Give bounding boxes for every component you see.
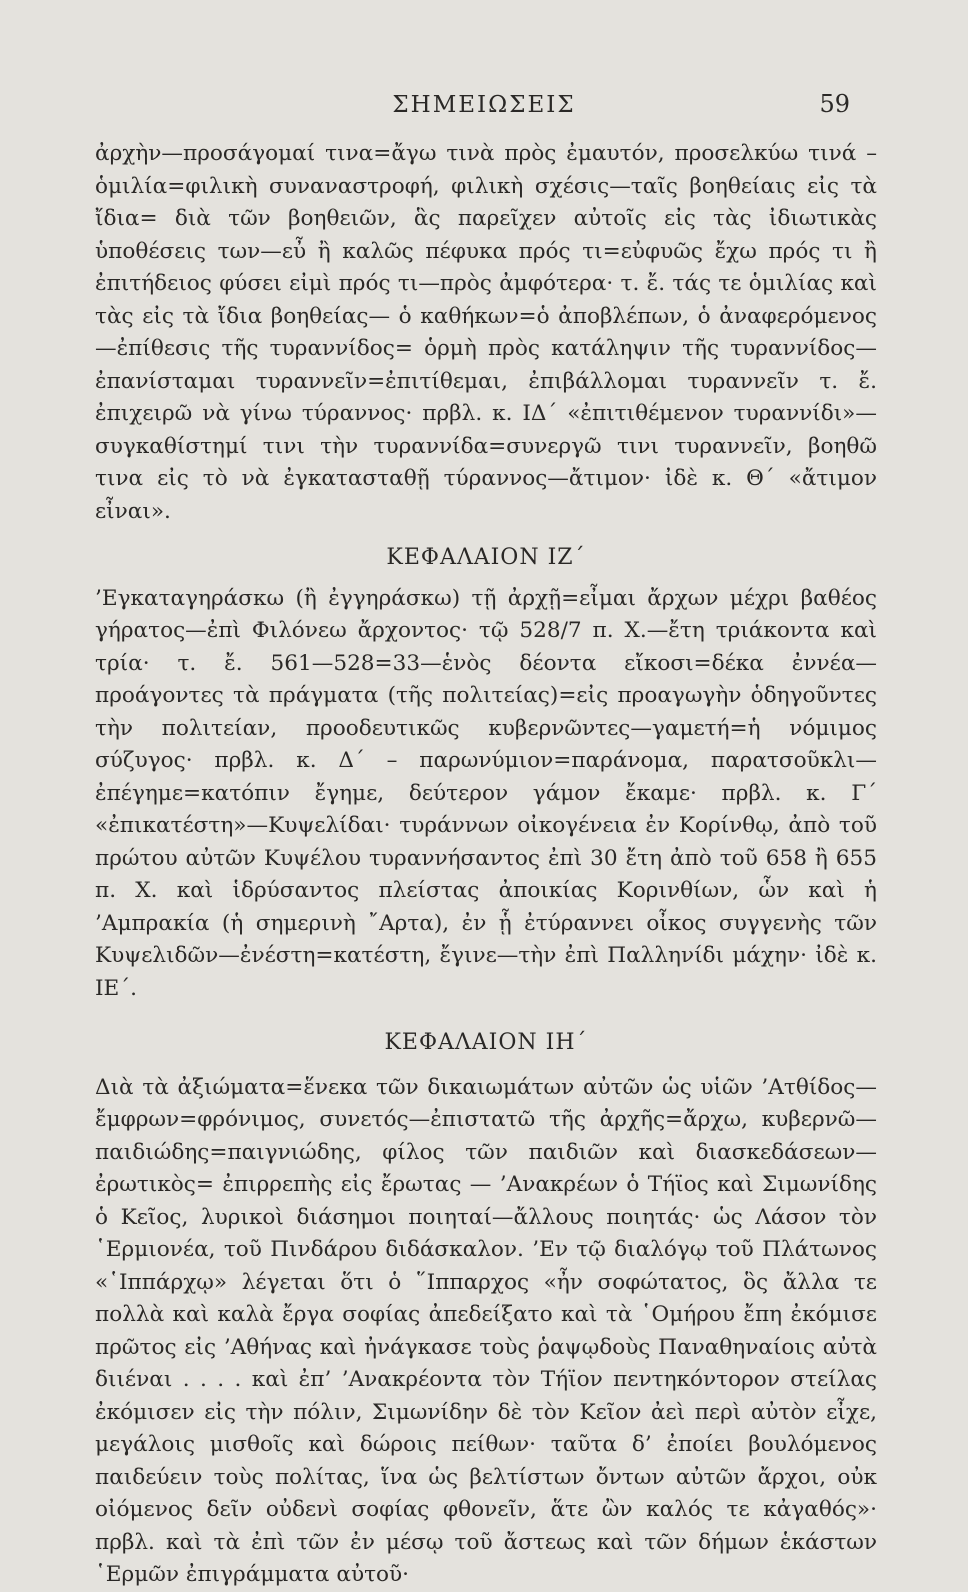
chapter-18-notes: Διὰ τὰ ἀξιώματα=ἕνεκα τῶν δικαιωμάτων αὐτῶν ὡς υἱῶν ’Ατθίδος— ἔμφρων=φρόνιμος, συνετός—ἐπιστατῶ τῆς ἀρχῆς=ἄρχω, κυβερνῶ—παιδιώδης=παιγνιώδης, φίλος τῶν παιδιῶν καὶ διασκεδάσεων—ἐρωτικὸς= ἐπιρρεπὴς εἰς ἔρωτας — ’Ανακρέων ὁ Τήϊος καὶ Σιμωνίδης ὁ Κεῖος, λυρικοὶ διάσημοι ποιηταί—ἄλλους ποιητάς· ὡς Λάσον τὸν ῾Ερμιονέα, τοῦ Πινδάρου διδάσκαλον. ’Εν τῷ διαλόγῳ τοῦ Πλάτωνος «῾Ιππάρχῳ» λέγεται ὅτι ὁ ῞Ιππαρχος «ἦν σοφώτατος, ὃς ἄλλα τε πολλὰ καὶ καλὰ ἔργα σοφίας ἀπεδείξατο καὶ τὰ ῾Ομήρου ἔπη ἐκόμισε πρῶτος εἰς ’Αθήνας καὶ ἠνάγκασε τοὺς ῥαψῳδοὺς Παναθηναίοις αὐτὰ διιέναι . . . . καὶ ἐπ’ ’Ανακρέοντα τὸν Τήϊον πεντηκόντορον στείλας ἐκόμισεν εἰς τὴν πόλιν, Σιμωνίδην δὲ τὸν Κεῖον ἀεὶ περὶ αὐτὸν εἶχε, μεγάλοις μισθοῖς καὶ δώροις πείθων· ταῦτα δ’ ἐποίει βουλόμενος παιδεύειν τοὺς πολίτας, ἵνα ὡς βελτίστων ὄντων αὐτῶν ἄρχοι, οὐκ οἰόμενος δεῖν οὐδενὶ σοφίας φθονεῖν, ἅτε ὢν καλός τε κἀγαθός»· πρβλ. καὶ τὰ ἐπὶ τῶν ἐν μέσῳ τοῦ ἄστεως καὶ τῶν δήμων ἑκάστων ῾Ερμῶν ἐπιγράμματα αὐτοῦ·: [95, 1074, 877, 1587]
running-title: ΣΗΜΕΙΩΣΕΙΣ: [392, 92, 576, 118]
running-header: [0, 88, 968, 128]
chapter-heading-17: ΚΕΦΑΛΑΙΟΝ ΙΖ΄: [386, 545, 586, 570]
notes-paragraph: ἀρχὴν—προσάγομαί τινα=ἄγω τινὰ πρὸς ἐμαυτόν, προσελκύω τινά – ὁμιλία=φιλικὴ συναναστροφή, φιλικὴ σχέσις—ταῖς βοηθείαις εἰς τὰ ἴδια= διὰ τῶν βοηθειῶν, ἃς παρεῖχεν αὐτοῖς εἰς τὰς ἰδιωτικὰς ὑποθέσεις των—εὖ ἢ καλῶς πέφυκα πρός τι=εὐφυῶς ἔχω πρός τι ἢ ἐπιτήδειος φύσει εἰμὶ πρός τι—πρὸς ἀμφότερα· τ. ἔ. τάς τε ὁμιλίας καὶ τὰς εἰς τὰ ἴδια βοηθείας— ὁ καθήκων=ὁ ἀποβλέπων, ὁ ἀναφερόμενος—ἐπίθεσις τῆς τυραννίδος= ὁρμὴ πρὸς κατάληψιν τῆς τυραννίδος—ἐπανίσταμαι τυραννεῖν=ἐπιτίθεμαι, ἐπιβάλλομαι τυραννεῖν τ. ἔ. ἐπιχειρῶ νὰ γίνω τύραννος· πρβλ. κ. ΙΔ΄ «ἐπιτιθέμενον τυραννίδι»—συγκαθίστημί τινι τὴν τυραννίδα=συνεργῶ τινι τυραννεῖν, βοηθῶ τινα εἰς τὸ νὰ ἐγκατασταθῇ τύραννος—ἄτιμον· ἰδὲ κ. Θ΄ «ἄτιμον εἶναι».: [95, 141, 877, 524]
page-body: [95, 138, 877, 1592]
chapter-heading-18: ΚΕΦΑΛΑΙΟΝ ΙΗ΄: [384, 1030, 588, 1055]
page-number: 59: [819, 90, 850, 118]
chapter-17-notes: ’Εγκαταγηράσκω (ἢ ἐγγηράσκω) τῇ ἀρχῇ=εἶμαι ἄρχων μέχρι βαθέος γήρατος—ἐπὶ Φιλόνεω ἄρχοντος· τῷ 528/7 π. Χ.—ἔτη τριάκοντα καὶ τρία· τ. ἔ. 561—528=33—ἑνὸς δέοντα εἴκοσι=δέκα ἐννέα—προάγοντες τὰ πράγματα (τῆς πολιτείας)=εἰς προαγωγὴν ὁδηγοῦντες τὴν πολιτείαν, προοδευτικῶς κυβερνῶντες—γαμετή=ἡ νόμιμος σύζυγος· πρβλ. κ. Δ΄ – παρωνύμιον=παράνομα, παρατσοῦκλι—ἐπέγημε=κατόπιν ἔγημε, δεύτερον γάμον ἔκαμε· πρβλ. κ. Γ΄ «ἐπικατέστη»—Κυψελίδαι· τυράννων οἰκογένεια ἐν Κορίνθῳ, ἀπὸ τοῦ πρώτου αὐτῶν Κυψέλου τυραννήσαντος ἐπὶ 30 ἔτη ἀπὸ τοῦ 658 ἢ 655 π. Χ. καὶ ἱδρύσαντος πλείστας ἀποικίας Κορινθίων, ὧν καὶ ἡ ’Αμπρακία (ἡ σημερινὴ ῎Αρτα), ἐν ᾗ ἐτύραννει οἶκος συγγενὴς τῶν Κυψελιδῶν—ἐνέστη=κατέστη, ἔγινε—τὴν ἐπὶ Παλληνίδι μάχην· ἰδὲ κ. ΙΕ΄.: [95, 585, 877, 1001]
